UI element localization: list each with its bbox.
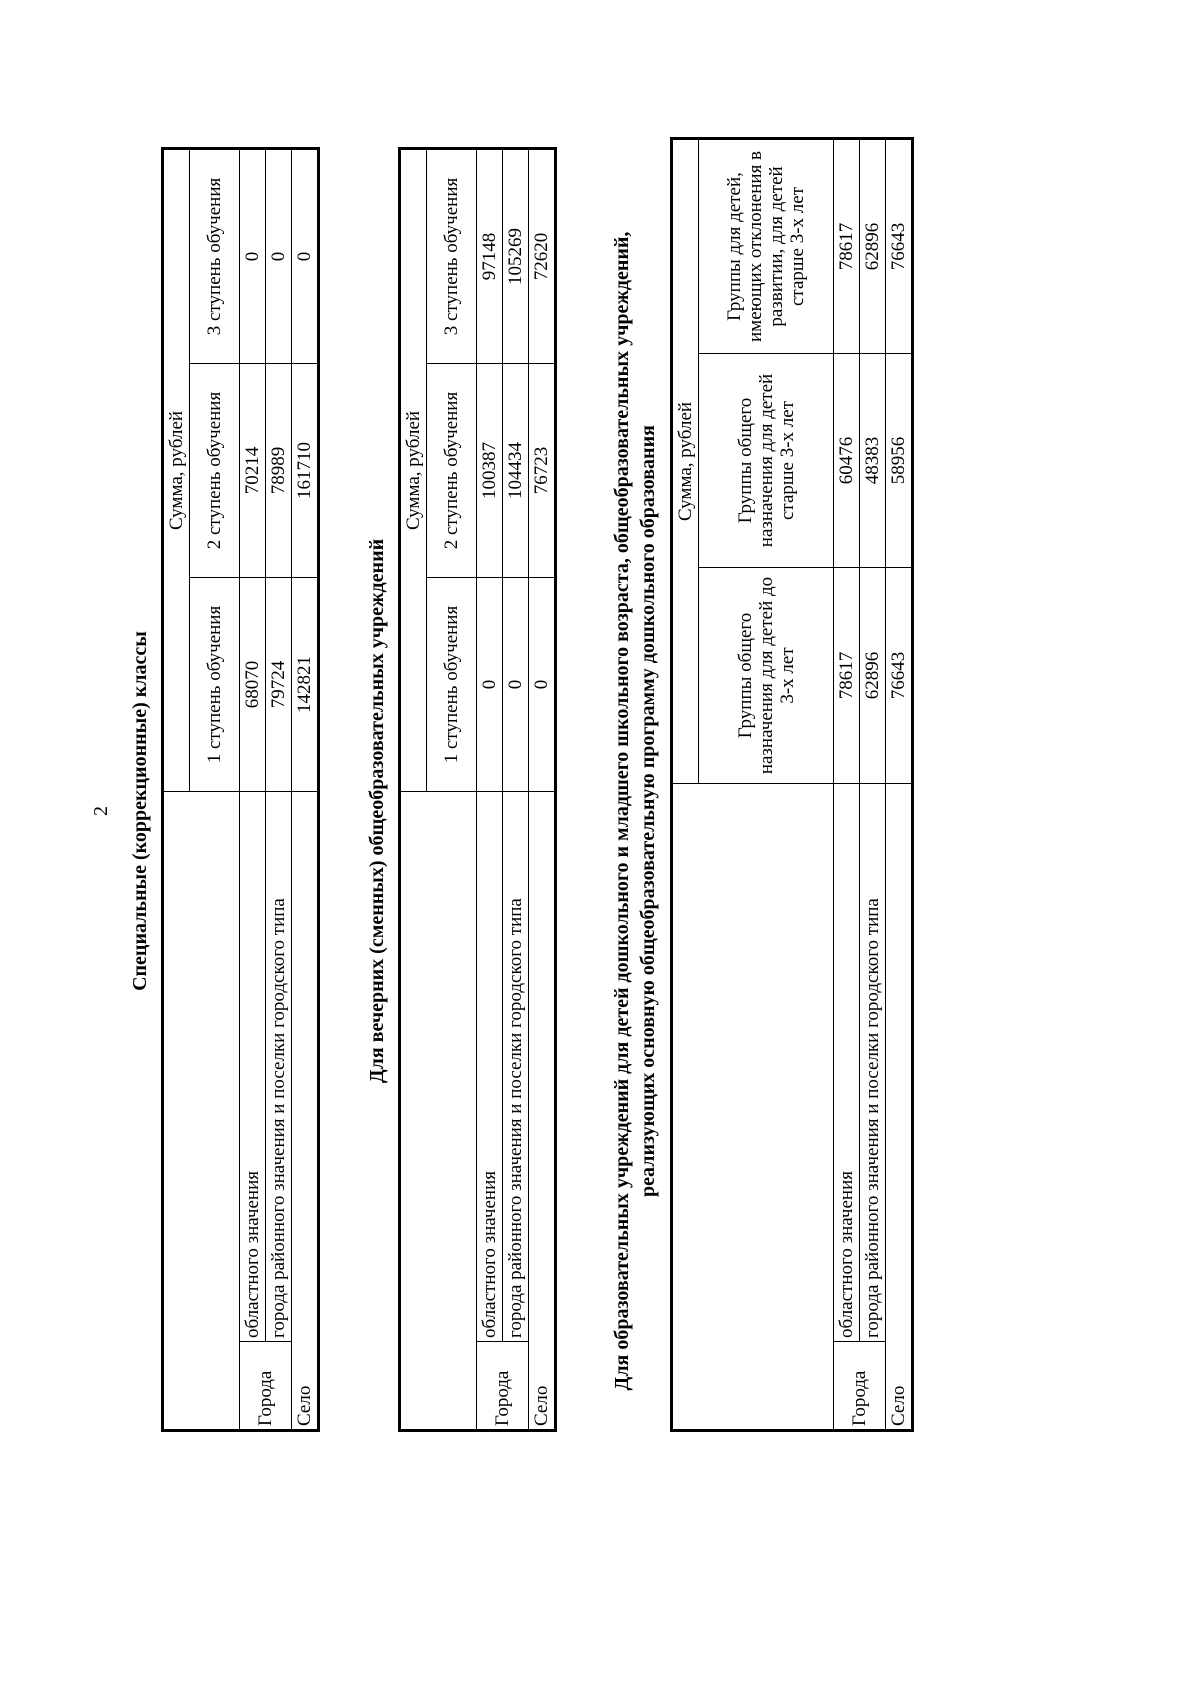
sum-header: Сумма, рублей [164, 149, 190, 791]
sum-header: Сумма, рублей [401, 149, 427, 791]
column-header: Группы общего назначения для детей старше 3-х лет [699, 354, 834, 568]
table-corner-cell [164, 792, 240, 1430]
value-cell: 97148 [477, 149, 503, 363]
row-label: областного значения [834, 784, 860, 1342]
table-row [860, 139, 886, 1429]
value-cell: 72620 [529, 149, 555, 363]
value-cell: 79724 [266, 578, 292, 792]
row-label: города районного значения и поселки городского типа [266, 792, 292, 1342]
value-cell: 0 [292, 149, 318, 363]
value-cell: 68070 [240, 578, 266, 792]
table-row [240, 149, 266, 1429]
value-cell: 62896 [860, 139, 886, 353]
section1-title: Специальные (коррекционные) классы [129, 631, 151, 991]
table-row [529, 149, 555, 1429]
table-corner-cell [673, 784, 834, 1430]
table-row [834, 139, 860, 1429]
value-cell: 0 [240, 149, 266, 363]
group-label: Города [477, 1342, 529, 1430]
rotated-page-content [80, 42, 1200, 1580]
table-row [477, 149, 503, 1429]
value-cell: 70214 [240, 364, 266, 578]
column-header: 2 ступень обучения [190, 364, 240, 578]
table-row [292, 149, 318, 1429]
value-cell: 58956 [886, 354, 912, 568]
column-header: Группы общего назначения для детей до 3-х лет [699, 568, 834, 784]
value-cell: 60476 [834, 354, 860, 568]
column-header: 3 ступень обучения [190, 149, 240, 363]
value-cell: 78617 [834, 139, 860, 353]
value-cell: 142821 [292, 578, 318, 792]
table-row [503, 149, 529, 1429]
column-header: 3 ступень обучения [427, 149, 477, 363]
row-label: Село [886, 784, 912, 1430]
row-label: областного значения [477, 792, 503, 1342]
value-cell: 62896 [860, 568, 886, 784]
section1-table [163, 149, 318, 1430]
value-cell: 78617 [834, 568, 860, 784]
table-corner-cell [401, 792, 477, 1430]
row-label: города районного значения и поселки городского типа [860, 784, 886, 1342]
table-row [886, 139, 912, 1429]
column-header: 1 ступень обучения [190, 578, 240, 792]
section2-title: Для вечерних (сменных) общеобразовательных учреждений [366, 538, 388, 1084]
value-cell: 76643 [886, 139, 912, 353]
value-cell: 0 [477, 578, 503, 792]
value-cell: 0 [503, 578, 529, 792]
section3-table [672, 139, 912, 1430]
row-label: областного значения [240, 792, 266, 1342]
row-label: Село [292, 792, 318, 1430]
value-cell: 0 [529, 578, 555, 792]
value-cell: 76723 [529, 364, 555, 578]
value-cell: 161710 [292, 364, 318, 578]
value-cell: 78989 [266, 364, 292, 578]
value-cell: 104434 [503, 364, 529, 578]
value-cell: 105269 [503, 149, 529, 363]
row-label: Село [529, 792, 555, 1430]
column-header: 1 ступень обучения [427, 578, 477, 792]
page-number: 2 [90, 806, 112, 816]
column-header: 2 ступень обучения [427, 364, 477, 578]
section3-title-line2: реализующих основную общеобразовательную программу дошкольного образования [637, 425, 659, 1197]
group-label: Города [834, 1342, 886, 1430]
value-cell: 48383 [860, 354, 886, 568]
column-header: Группы для детей, имеющих отклонения в развитии, для детей старше 3-х лет [699, 139, 834, 353]
table-row [266, 149, 292, 1429]
section2-table [400, 149, 555, 1430]
sum-header: Сумма, рублей [673, 139, 699, 783]
value-cell: 0 [266, 149, 292, 363]
value-cell: 76643 [886, 568, 912, 784]
value-cell: 100387 [477, 364, 503, 578]
group-label: Города [240, 1342, 292, 1430]
row-label: города районного значения и поселки городского типа [503, 792, 529, 1342]
section3-title-line1: Для образовательных учреждений для детей дошкольного и младшего школьного возраста, общеобразовательных учреждений, [611, 231, 633, 1391]
